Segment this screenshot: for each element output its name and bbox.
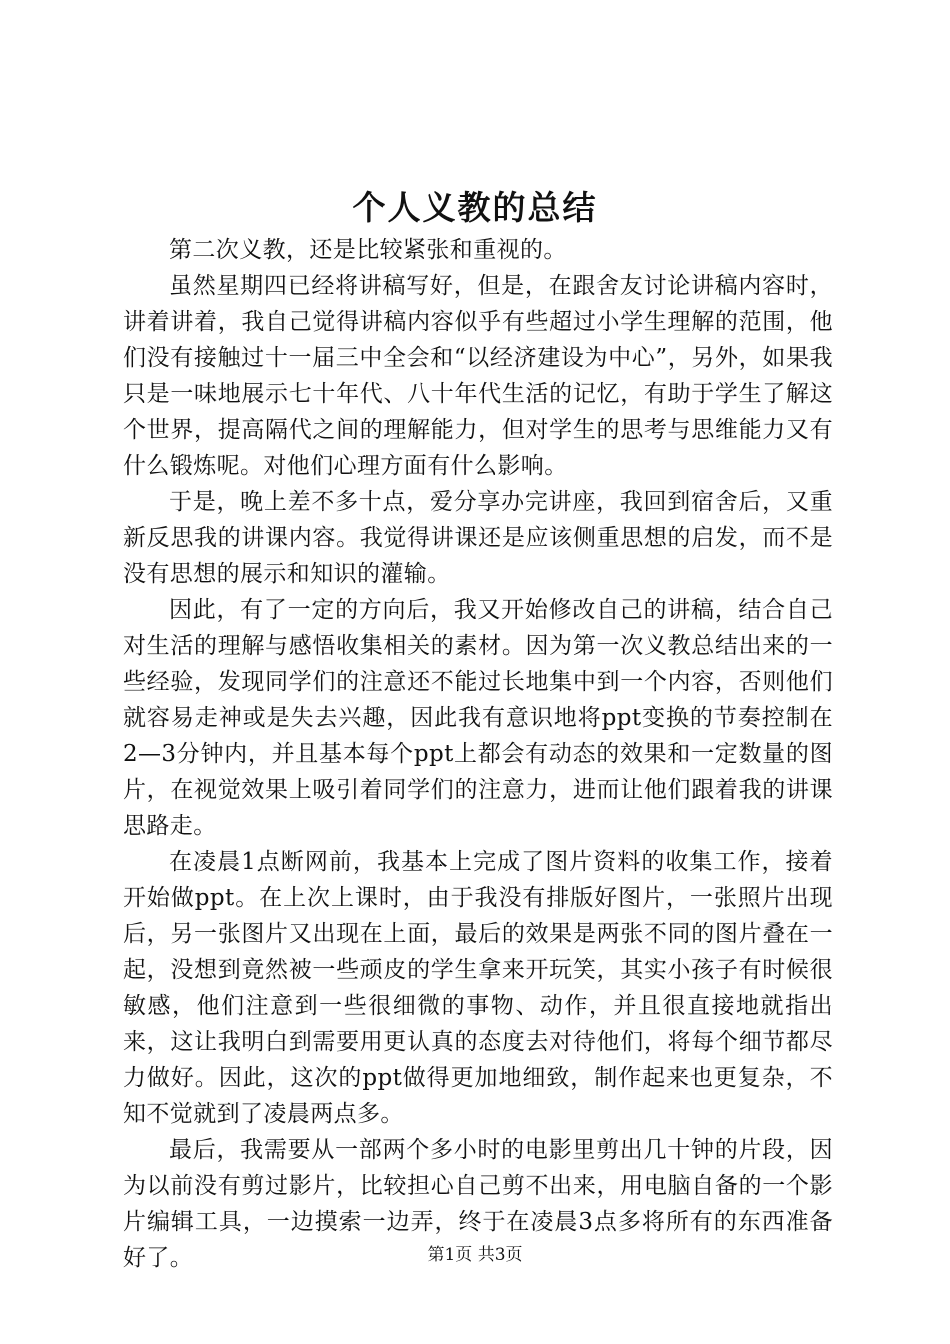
paragraph-6: 最后，我需要从一部两个多小时的电影里剪出几十钟的片段，因为以前没有剪过影片，比较担心自己剪不出来，用电脑自备的一个影片编辑工具，一边摸索一边弄，终于在凌晨3点多将所有的东西准备好了。 bbox=[123, 1137, 833, 1271]
page-total: 共3页 bbox=[477, 1245, 523, 1265]
paragraph-5: 在凌晨1点断网前，我基本上完成了图片资料的收集工作，接着开始做ppt。在上次上课时，由于我没有排版好图片，一张照片出现后，另一张图片又出现在上面，最后的效果是两张不同的图片叠在一起，没想到竟然被一些顽皮的学生拿来开玩笑，其实小孩子有时候很敏感，他们注意到一些很细微的事物、动作，并且很直接地就指出来，这让我明白到需要用更认真的态度去对待他们，将每个细节都尽力做好。因此，这次的ppt做得更加地细致，制作起来也更复杂，不知不觉就到了凌晨两点多。 bbox=[123, 849, 833, 1127]
paragraph-3: 于是，晚上差不多十点，爱分享办完讲座，我回到宿舍后，又重新反思我的讲课内容。我觉得讲课还是应该侧重思想的启发，而不是没有思想的展示和知识的灌输。 bbox=[123, 489, 833, 587]
paragraph-1: 第二次义教，还是比较紧张和重视的。 bbox=[169, 237, 567, 263]
page-number: 第1页 bbox=[427, 1245, 473, 1265]
paragraph-2: 虽然星期四已经将讲稿写好，但是，在跟舍友讨论讲稿内容时，讲着讲着，我自己觉得讲稿内容似乎有些超过小学生理解的范围，他们没有接触过十一届三中全会和“以经济建设为中心”，另外，如果我只是一味地展示七十年代、八十年代生活的记忆，有助于学生了解这个世界，提高隔代之间的理解能力，但对学生的思考与思维能力又有什么锻炼呢。对他们心理方面有什么影响。 bbox=[123, 273, 833, 479]
document-title: 个人义教的总结 bbox=[352, 188, 598, 227]
page-footer bbox=[0, 1243, 950, 1267]
paragraph-4: 因此，有了一定的方向后，我又开始修改自己的讲稿，结合自己对生活的理解与感悟收集相关的素材。因为第一次义教总结出来的一些经验，发现同学们的注意还不能过长地集中到一个内容，否则他们就容易走神或是失去兴趣，因此我有意识地将ppt变换的节奏控制在2—3分钟内，并且基本每个ppt上都会有动态的效果和一定数量的图片，在视觉效果上吸引着同学们的注意力，进而让他们跟着我的讲课思路走。 bbox=[123, 597, 833, 839]
document-body bbox=[123, 232, 833, 1276]
